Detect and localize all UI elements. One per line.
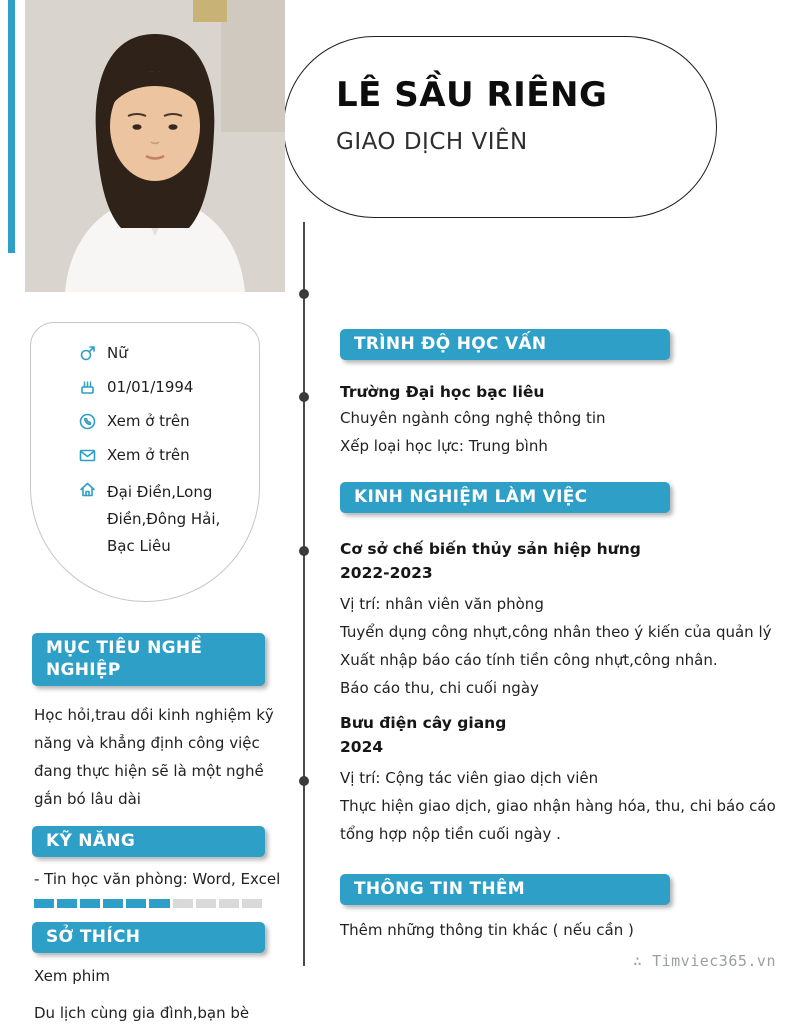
watermark-text: Timviec365.vn (652, 952, 776, 970)
left-accent-bar (8, 0, 15, 253)
education-entry (340, 380, 792, 460)
skill-segment (80, 899, 100, 908)
company-name: Bưu điện cây giang (340, 714, 507, 732)
birthday-value: 01/01/1994 (107, 378, 194, 396)
section-header-hobbies: SỞ THÍCH (32, 922, 265, 953)
additional-info-text: Thêm những thông tin khác ( nếu cần ) (340, 921, 634, 939)
timeline-dot (299, 289, 309, 299)
left-column (32, 633, 290, 1027)
birthday-row (79, 377, 259, 397)
job-detail-line: Báo cáo thu, chi cuối ngày (340, 679, 539, 697)
skill-segment (126, 899, 146, 908)
skill-segment (196, 899, 216, 908)
phone-icon (79, 413, 96, 430)
skill-level-bar (34, 899, 262, 908)
skill-segment (242, 899, 262, 908)
job-details (340, 764, 792, 848)
watermark-dice-icon: ∴ (633, 952, 643, 970)
skill-segment (57, 899, 77, 908)
experience-entry (340, 537, 792, 702)
site-watermark (633, 952, 776, 970)
profile-photo (25, 0, 285, 292)
section-header-additional-info: THÔNG TIN THÊM (340, 874, 670, 905)
header-banner (283, 36, 717, 218)
skill-item: - Tin học văn phòng: Word, Excel (34, 870, 281, 888)
job-detail-line: Tuyển dụng công nhựt,công nhân theo ý kiến của quản lý (340, 623, 772, 641)
personal-info-box (30, 322, 260, 602)
section-header-experience: KINH NGHIỆM LÀM VIỆC (340, 482, 670, 513)
company-name: Cơ sở chế biến thủy sản hiệp hưng (340, 540, 641, 558)
school-name: Trường Đại học bạc liêu (340, 383, 545, 401)
section-header-objective: MỤC TIÊU NGHỀ NGHIỆP (32, 633, 265, 686)
job-detail-line: Xuất nhập báo cáo tính tiền công nhựt,công nhân. (340, 651, 718, 669)
portrait-illustration (25, 0, 285, 292)
candidate-name: LÊ SẦU RIÊNG (336, 75, 608, 115)
gender-icon (79, 345, 96, 362)
job-period: 2022-2023 (340, 564, 433, 582)
section-header-skills: KỸ NĂNG (32, 826, 265, 857)
hobby-item: Du lịch cùng gia đình,bạn bè (34, 1004, 250, 1022)
timeline-line (303, 222, 305, 966)
phone-row (79, 411, 259, 431)
timeline-dot (299, 546, 309, 556)
job-detail-line: Vị trí: nhân viên văn phòng (340, 595, 544, 613)
education-line: Xếp loại học lực: Trung bình (340, 437, 548, 455)
job-detail-line: Vị trí: Cộng tác viên giao dịch viên (340, 769, 599, 787)
skill-segment (219, 899, 239, 908)
home-icon (79, 481, 96, 498)
hobby-item: Xem phim (34, 967, 111, 985)
gender-row (79, 343, 259, 363)
right-column (340, 329, 792, 942)
email-icon (79, 447, 96, 464)
job-detail-line: Thực hiện giao dịch, giao nhận hàng hóa, thu, chi báo cáo tổng hợp nộp tiền cuối ngày . (340, 797, 776, 843)
email-value: Xem ở trên (107, 446, 190, 464)
gender-value: Nữ (107, 344, 128, 362)
candidate-job-title: GIAO DỊCH VIÊN (336, 129, 528, 155)
education-line: Chuyên ngành công nghệ thông tin (340, 409, 606, 427)
address-row (79, 479, 259, 560)
skill-segment (103, 899, 123, 908)
timeline-dot (299, 776, 309, 786)
skill-segment (149, 899, 169, 908)
address-value: Đại Điền,Long Điền,Đông Hải, Bạc Liêu (107, 483, 221, 555)
job-details (340, 590, 792, 702)
birthday-cake-icon (79, 379, 96, 396)
section-header-education: TRÌNH ĐỘ HỌC VẤN (340, 329, 670, 360)
job-period: 2024 (340, 738, 384, 756)
objective-text: Học hỏi,trau dồi kinh nghiệm kỹ năng và khẳng định công việc đang thực hiện sẽ là một nghề gắn bó lâu dài (34, 706, 274, 808)
email-row (79, 445, 259, 465)
skill-segment (34, 899, 54, 908)
timeline-dot (299, 392, 309, 402)
skill-segment (173, 899, 193, 908)
experience-entry (340, 711, 792, 848)
phone-value: Xem ở trên (107, 412, 190, 430)
